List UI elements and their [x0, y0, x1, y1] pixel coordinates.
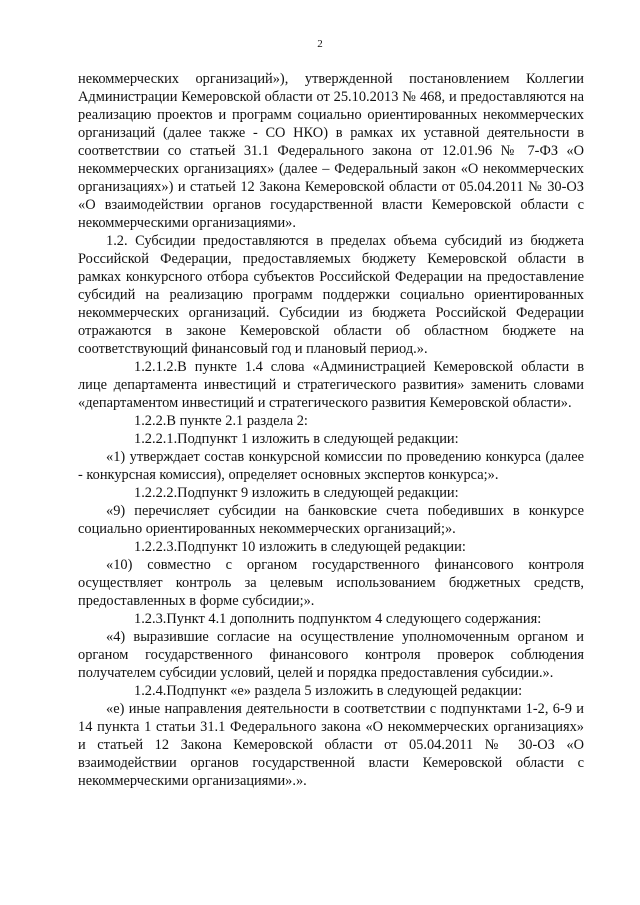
document-body — [78, 70, 584, 790]
item-1-2-3 — [78, 610, 584, 628]
paragraph-text: Подпункт 9 изложить в следующей редакции: — [177, 485, 459, 501]
quote-subpoint-9 — [78, 502, 584, 538]
page-number: 2 — [317, 38, 323, 50]
paragraph-intro — [78, 70, 584, 232]
paragraph-text: «е) иные направления деятельности в соответствии с подпунктами 1-2, 6-9 и 14 пункта 1 статьи 31.1 Федерального закона «О некоммерческих организациях» и статьей 12 Закона Кемеровской области от 05.04.2011 № 30-ОЗ «О взаимодействии органов государственной власти Кемеровской области с некоммерческими организациями».». — [78, 701, 584, 789]
item-1-2-2-2 — [78, 484, 584, 502]
paragraph-text: некоммерческих организаций»), утвержденной постановлением Коллегии Администрации Кемеровской области от 25.10.2013 № 468, и предоставляются на реализацию проектов и программ социально ориентированных некоммерческих организаций (далее также - СО НКО) в рамках их уставной деятельности в соответствии со статьей 31.1 Федерального закона от 12.01.96 № 7-ФЗ «О некоммерческих организациях» (далее – Федеральный закон «О некоммерческих организациях») и статьей 12 Закона Кемеровской области от 05.04.2011 № 30-ОЗ «О взаимодействии органов государственной власти Кемеровской области с некоммерческими организациями». — [78, 71, 584, 231]
item-number: 1.2.3. — [134, 611, 167, 627]
paragraph-text: «4) выразившие согласие на осуществление уполномоченным органом и органом государственного финансового контроля проверок соблюдения получателем субсидии условий, целей и порядка предоставления субсидии.». — [78, 629, 584, 681]
paragraph-text: В пункте 2.1 раздела 2: — [166, 413, 308, 429]
item-number: 1.2.4. — [134, 683, 167, 699]
item-number: 1.2.1.2. — [134, 359, 178, 375]
quote-subpoint-4 — [78, 628, 584, 682]
paragraph-text: Подпункт 10 изложить в следующей редакции: — [177, 539, 466, 555]
paragraph-text: «9) перечисляет субсидии на банковские счета победивших в конкурсе социально ориентированных некоммерческих организаций;». — [78, 503, 584, 537]
quote-subpoint-1 — [78, 448, 584, 484]
quote-subpoint-10 — [78, 556, 584, 610]
item-1-2-4 — [78, 682, 584, 700]
item-1-2-2-1 — [78, 430, 584, 448]
item-1-2-2-3 — [78, 538, 584, 556]
paragraph-text: В пункте 1.4 слова «Администрацией Кемеровской области в лице департамента инвестиций и стратегического развития» заменить словами «департаментом инвестиций и стратегического развития Кемеровской области». — [78, 359, 584, 411]
item-1-2-2 — [78, 412, 584, 430]
item-number: 1.2.2.1. — [134, 431, 178, 447]
paragraph-text: Пункт 4.1 дополнить подпунктом 4 следующего содержания: — [166, 611, 542, 627]
item-number: 1.2.2. — [134, 413, 167, 429]
item-1-2-1-2 — [78, 358, 584, 412]
quote-subpoint-e — [78, 700, 584, 790]
paragraph-1-2 — [78, 232, 584, 358]
paragraph-text: 1.2. Субсидии предоставляются в пределах объема субсидий из бюджета Российской Федерации, предоставляемых бюджету Кемеровской области в рамках конкурсного отбора субъектов Российской Федерации на предоставление субсидий на реализацию программ поддержки социально ориентированных некоммерческих организаций. Субсидии из бюджета Российской Федерации отражаются в законе Кемеровской области об областном бюджете на соответствующий финансовый год и плановый период.». — [78, 233, 584, 357]
item-number: 1.2.2.3. — [134, 539, 178, 555]
paragraph-text: Подпункт 1 изложить в следующей редакции: — [177, 431, 459, 447]
item-number: 1.2.2.2. — [134, 485, 178, 501]
paragraph-text: Подпункт «е» раздела 5 изложить в следующей редакции: — [166, 683, 523, 699]
paragraph-text: «10) совместно с органом государственного финансового контроля осуществляет контроль за целевым использованием бюджетных средств, предоставленных в форме субсидии;». — [78, 557, 584, 609]
paragraph-text: «1) утверждает состав конкурсной комиссии по проведению конкурса (далее - конкурсная комиссия), определяет основных экспертов конкурса;». — [78, 449, 584, 483]
